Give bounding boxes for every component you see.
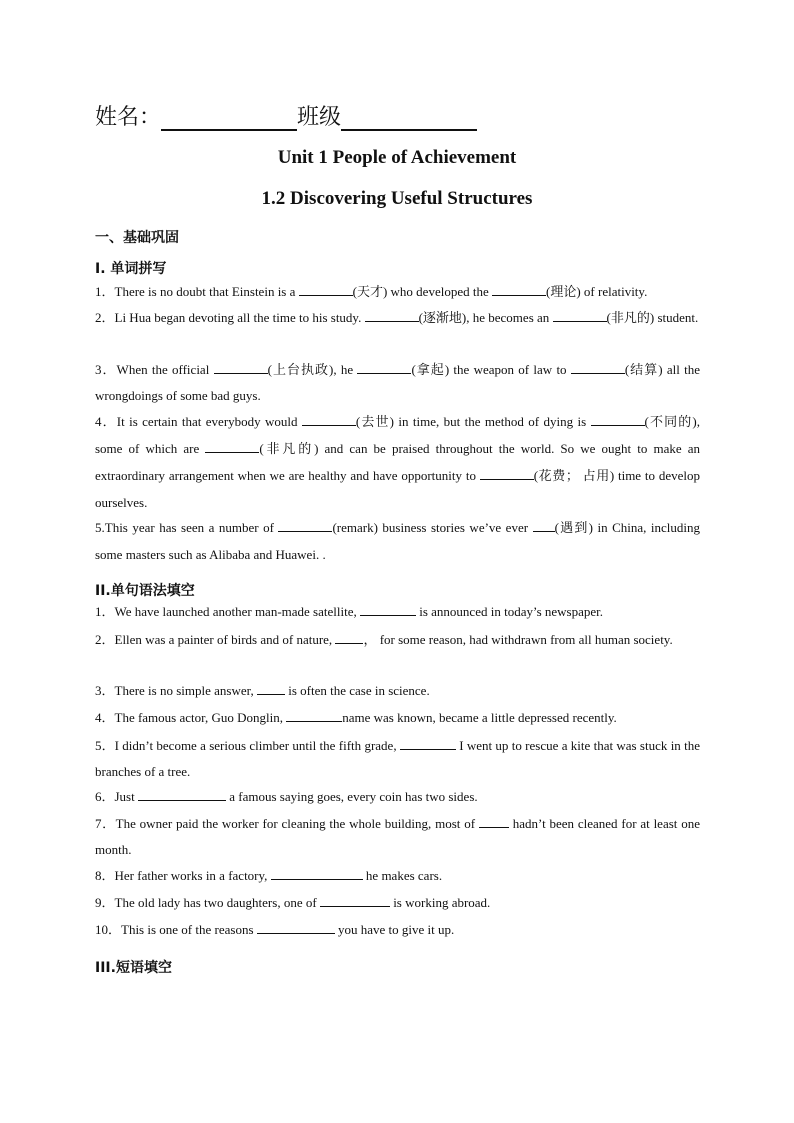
- answer-blank[interactable]: [138, 786, 226, 801]
- s2-question-9: 9．The old lady has two daughters, one of is working abroad.: [95, 890, 700, 916]
- s1-question-4: 4．It is certain that everybody would (去世) in time, but the method of dying is (不同的), some of which are (非凡的) and can be praised throughout the world. So we ought to make an extraordinary arrangement when we are healthy and have opportunity to (花费； 占用) time to develop ourselves.: [95, 408, 700, 516]
- s1-question-2: 2．Li Hua began devoting all the time to his study. (逐渐地), he becomes an (非凡的) student.: [95, 305, 700, 331]
- s2-question-2: 2．Ellen was a painter of birds and of nature, ， for some reason, had withdrawn from all human society.: [95, 627, 700, 653]
- lesson-title: 1.2 Discovering Useful Structures: [261, 188, 533, 209]
- answer-blank[interactable]: [278, 517, 332, 532]
- name-class-line: [95, 100, 477, 131]
- part1-heading: 一、基础巩固: [95, 230, 179, 246]
- answer-blank[interactable]: [302, 411, 356, 426]
- s2-question-6: 6．Just a famous saying goes, every coin has two sides.: [95, 784, 700, 810]
- section2-heading: II.单句语法填空: [95, 583, 195, 599]
- s1-question-3: 3．When the official (上台执政), he (拿起) the weapon of law to (结算) all the wrongdoings of some bad guys.: [95, 357, 700, 409]
- answer-blank[interactable]: [400, 735, 456, 750]
- answer-blank[interactable]: [257, 919, 335, 934]
- answer-blank[interactable]: [357, 359, 411, 374]
- s2-question-1: 1．We have launched another man-made satellite, is announced in today’s newspaper.: [95, 599, 700, 625]
- section3-heading: III.短语填空: [95, 960, 172, 976]
- answer-blank[interactable]: [553, 307, 607, 322]
- answer-blank[interactable]: [479, 813, 509, 828]
- unit-title: Unit 1 People of Achievement: [277, 147, 517, 168]
- answer-blank[interactable]: [320, 892, 390, 907]
- s2-question-8: 8．Her father works in a factory, he makes cars.: [95, 863, 700, 889]
- answer-blank[interactable]: [360, 601, 416, 616]
- answer-blank[interactable]: [257, 680, 285, 695]
- name-blank[interactable]: [161, 105, 297, 131]
- s2-question-7: 7．The owner paid the worker for cleaning the whole building, most of hadn’t been cleaned for at least one month.: [95, 811, 700, 863]
- answer-blank[interactable]: [571, 359, 625, 374]
- answer-blank[interactable]: [365, 307, 419, 322]
- s2-question-3: 3．There is no simple answer, is often the case in science.: [95, 678, 700, 704]
- s2-question-5: 5．I didn’t become a serious climber until the fifth grade, I went up to rescue a kite that was stuck in the branches of a tree.: [95, 733, 700, 785]
- answer-blank[interactable]: [286, 707, 342, 722]
- class-blank[interactable]: [341, 105, 477, 131]
- answer-blank[interactable]: [214, 359, 268, 374]
- s2-question-4: 4．The famous actor, Guo Donglin, name was known, became a little depressed recently.: [95, 705, 700, 731]
- s1-question-1: 1．There is no doubt that Einstein is a (天才) who developed the (理论) of relativity.: [95, 279, 700, 305]
- answer-blank[interactable]: [533, 517, 555, 532]
- answer-blank[interactable]: [271, 865, 363, 880]
- answer-blank[interactable]: [492, 281, 546, 296]
- s1-question-5: 5.This year has seen a number of (remark) business stories we’ve ever (遇到) in China, including some masters such as Alibaba and Huawei. .: [95, 514, 700, 568]
- answer-blank[interactable]: [205, 438, 259, 453]
- s2-question-10: 10．This is one of the reasons you have to give it up.: [95, 917, 700, 943]
- answer-blank[interactable]: [591, 411, 645, 426]
- answer-blank[interactable]: [335, 629, 363, 644]
- section1-heading: I. 单词拼写: [95, 261, 167, 277]
- answer-blank[interactable]: [480, 465, 534, 480]
- answer-blank[interactable]: [299, 281, 353, 296]
- name-label: 姓名：: [95, 105, 162, 130]
- class-label: 班级: [297, 105, 342, 130]
